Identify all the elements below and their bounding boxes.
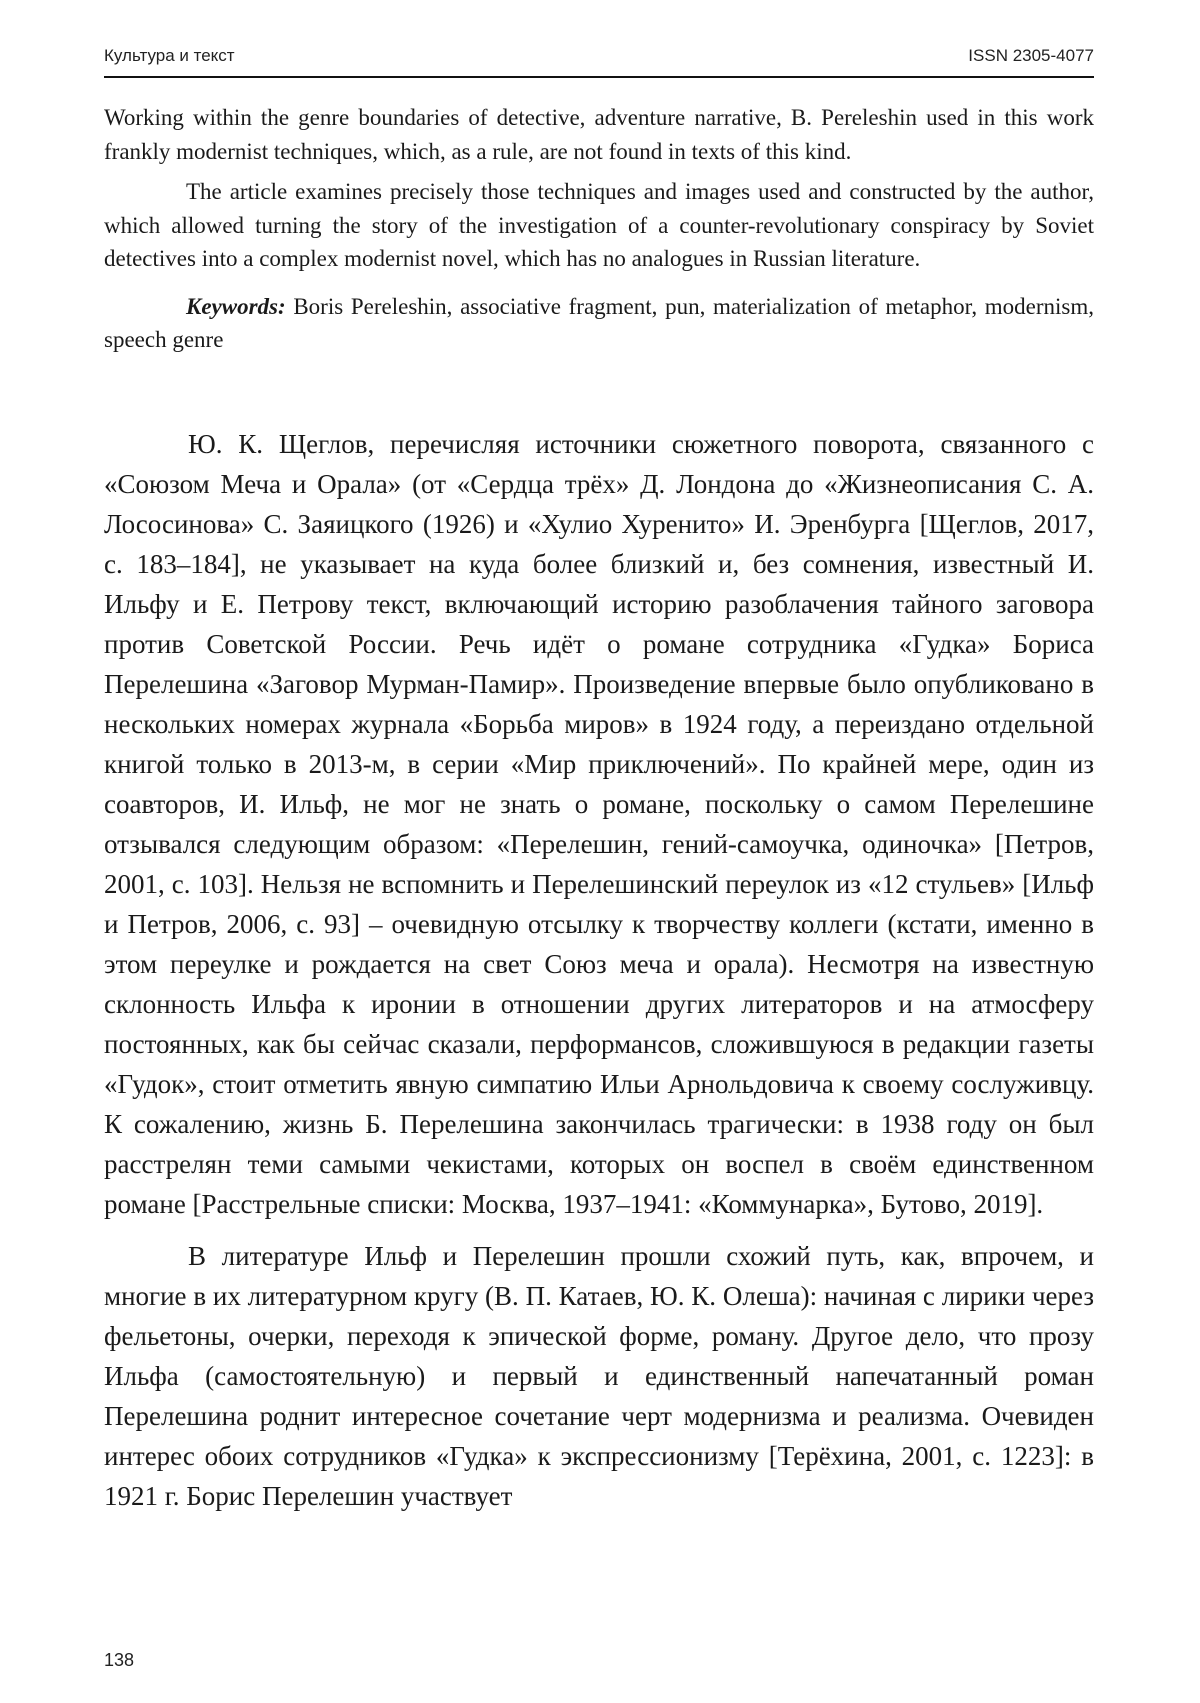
page-number: 138 [104, 1650, 135, 1670]
keywords-label: Keywords: [186, 293, 286, 319]
header-divider [104, 76, 1094, 78]
body-paragraph: В литературе Ильф и Перелешин прошли схожий путь, как, впрочем, и многие в их литературном кругу (В. П. Катаев, Ю. К. Олеша): начиная с лирики через фельетоны, очерки, переходя к эпической форме, роману. Другое дело, что прозу Ильфа (самостоятельную) и первый и единственный напечатанный роман Перелешина роднит интересное сочетание черт модернизма и реализма. Очевиден интерес обоих сотрудников «Гудка» к экспрессионизму [Терёхина, 2001, с. 1223]: в 1921 г. Борис Перелешин участвует [104, 1241, 1094, 1511]
body-paragraph: Ю. К. Щеглов, перечисляя источники сюжетного поворота, связанного с «Союзом Меча и Орала» (от «Сердца трёх» Д. Лондона до «Жизнеописания С. А. Лососинова» С. Заяицкого (1926) и «Хулио Хуренито» И. Эренбурга [Щеглов, 2017, с. 183–184], не указывает на куда более близкий и, без сомнения, известный И. Ильфу и Е. Петрову текст, включающий историю разоблачения тайного заговора против Советской России. Речь идёт о романе сотрудника «Гудка» Бориса Перелешина «Заговор Мурман-Памир». Произведение впервые было опубликовано в нескольких номерах журнала «Борьба миров» в 1924 году, а переиздано отдельной книгой только в 2013-м, в серии «Мир приключений». По крайней мере, один из соавторов, И. Ильф, не мог не знать о романе, поскольку о самом Перелешине отзывался следующим образом: «Перелешин, гений-самоучка, одиночка» [Петров, 2001, с. 103]. Нельзя не вспомнить и Перелешинский переулок из «12 стульев» [Ильф и Петров, 2006, с. 93] – очевидную отсылку к творчеству коллеги (кстати, именно в этом переулке и рождается на свет Союз меча и орала). Несмотря на известную склонность Ильфа к иронии в отношении других литераторов и на атмосферу постоянных, как бы сейчас сказали, перформансов, сложившуюся в редакции газеты «Гудок», стоит отметить явную симпатию Ильи Арнольдовича к своему сослуживцу. К сожалению, жизнь Б. Перелешина закончилась трагически: в 1938 году он был расстрелян теми самыми чекистами, которых он воспел в своём единственном романе [Расстрельные списки: Москва, 1937–1941: «Коммунарка», Бутово, 2019]. [104, 429, 1094, 1219]
article-body [104, 424, 1094, 1516]
abstract-paragraph: Working within the genre boundaries of detective, adventure narrative, B. Pereleshin used in this work frankly modernist techniques, which, as a rule, are not found in texts of this kind. [104, 105, 1094, 164]
keywords [104, 290, 1094, 357]
abstract-paragraph: The article examines precisely those techniques and images used and constructed by the author, which allowed turning the story of the investigation of a counter-revolutionary conspiracy by Soviet detectives into a complex modernist novel, which has no analogues in Russian literature. [104, 179, 1094, 271]
issn-number: ISSN 2305-4077 [968, 46, 1094, 65]
journal-title: Культура и текст [104, 46, 235, 65]
keywords-list: Boris Pereleshin, associative fragment, pun, materialization of metaphor, modernism, speech genre [104, 293, 1094, 352]
english-abstract [104, 101, 1094, 357]
